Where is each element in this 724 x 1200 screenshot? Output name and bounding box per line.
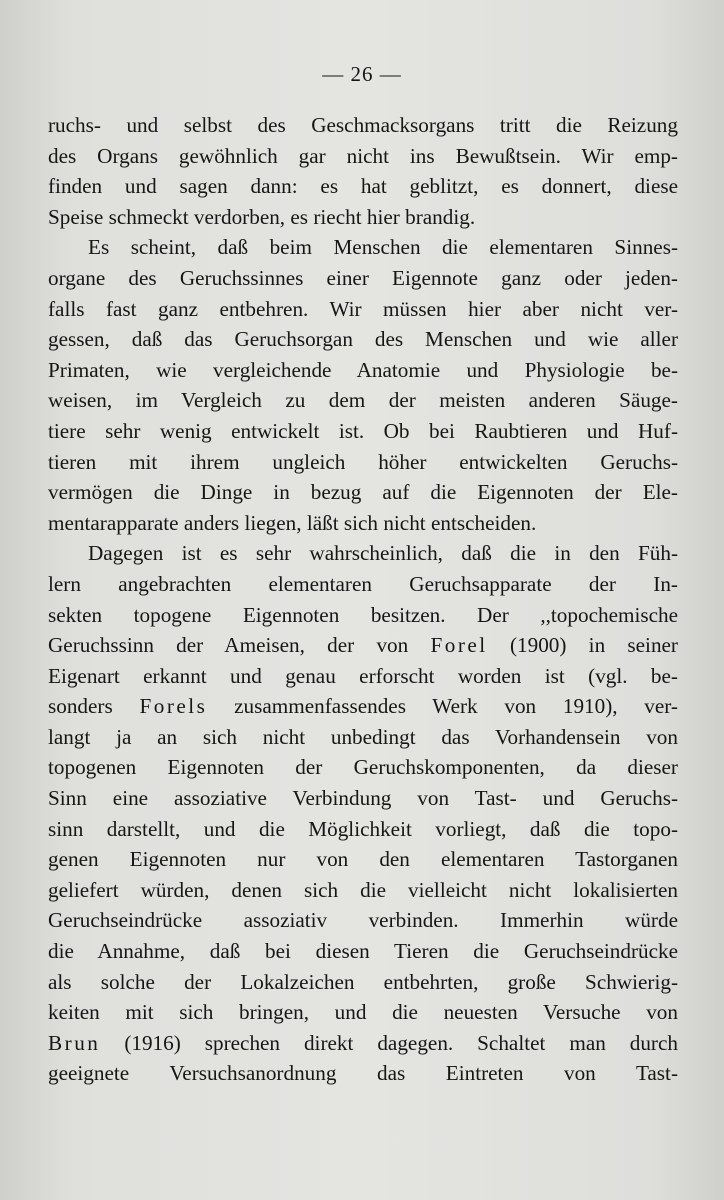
- text-line: sinn darstellt, und die Möglichkeit vorliegt, daß die topo-: [48, 816, 678, 841]
- text-line: genen Eigennoten nur von den elementaren Tastorganen: [48, 847, 678, 872]
- text-line: topogenen Eigennoten der Geruchskomponenten, da dieser: [48, 755, 678, 780]
- text-line: gessen, daß das Geruchsorgan des Menschen und wie aller: [48, 327, 678, 352]
- spaced-name: Forels: [139, 694, 208, 719]
- text-segment: zusammenfassendes Werk von 1910), ver-: [207, 694, 678, 719]
- text-line: als solche der Lokalzeichen entbehrten, große Schwierig-: [48, 969, 678, 994]
- text-line: finden und sagen dann: es hat geblitzt, es donnert, diese: [48, 174, 678, 199]
- text-line: weisen, im Vergleich zu dem der meisten anderen Säuge-: [48, 388, 678, 413]
- text-line: Es scheint, daß beim Menschen die elementaren Sinnes-: [88, 235, 678, 260]
- text-line: Primaten, wie vergleichende Anatomie und Physiologie be-: [48, 357, 678, 382]
- text-segment: (1900) in seiner: [487, 633, 678, 658]
- text-line: ruchs- und selbst des Geschmacksorgans tritt die Reizung: [48, 113, 678, 137]
- text-line: [48, 630, 678, 661]
- text-line: [48, 1028, 678, 1059]
- spaced-name: Forel: [430, 633, 488, 658]
- page-number: — 26 —: [322, 62, 402, 86]
- text-line: Eigenart erkannt und genau erforscht worden ist (vgl. be-: [48, 663, 678, 688]
- text-line: Geruchseindrücke assoziativ verbinden. Immerhin würde: [48, 908, 678, 933]
- text-line: lern angebrachten elementaren Geruchsapparate der In-: [48, 571, 678, 596]
- text-line: [48, 691, 678, 722]
- text-line: mentarapparate anders liegen, läßt sich nicht entscheiden.: [48, 510, 537, 535]
- text-line: organe des Geruchssinnes einer Eigennote ganz oder jeden-: [48, 265, 678, 290]
- text-line: falls fast ganz entbehren. Wir müssen hier aber nicht ver-: [48, 296, 678, 321]
- text-line: tiere sehr wenig entwickelt ist. Ob bei Raubtieren und Huf-: [48, 418, 678, 443]
- body-text: [48, 110, 678, 1089]
- text-line: die Annahme, daß bei diesen Tieren die Geruchseindrücke: [48, 939, 678, 964]
- text-line: langt ja an sich nicht unbedingt das Vorhandensein von: [48, 724, 678, 749]
- text-line: geliefert würden, denen sich die vielleicht nicht lokalisierten: [48, 877, 678, 902]
- text-segment: Geruchssinn der Ameisen, der von: [48, 633, 431, 658]
- text-line: vermögen die Dinge in bezug auf die Eigennoten der Ele-: [48, 480, 678, 505]
- spaced-name: Brun: [48, 1030, 101, 1055]
- text-line: sekten topogene Eigennoten besitzen. Der ,,topochemische: [48, 602, 678, 627]
- text-line: tieren mit ihrem ungleich höher entwickelten Geruchs-: [48, 449, 678, 474]
- text-segment: sonders: [48, 694, 140, 719]
- text-line: Speise schmeckt verdorben, es riecht hier brandig.: [48, 204, 476, 229]
- text-line: keiten mit sich bringen, und die neuesten Versuche von: [48, 1000, 678, 1025]
- text-line: des Organs gewöhnlich gar nicht ins Bewußtsein. Wir emp-: [48, 143, 678, 168]
- text-line: Sinn eine assoziative Verbindung von Tast- und Geruchs-: [48, 786, 678, 811]
- text-line: Dagegen ist es sehr wahrscheinlich, daß die in den Füh-: [88, 541, 678, 566]
- text-segment: (1916) sprechen direkt dagegen. Schaltet man durch: [100, 1030, 678, 1055]
- text-line: geeignete Versuchsanordnung das Eintreten von Tast-: [48, 1061, 678, 1086]
